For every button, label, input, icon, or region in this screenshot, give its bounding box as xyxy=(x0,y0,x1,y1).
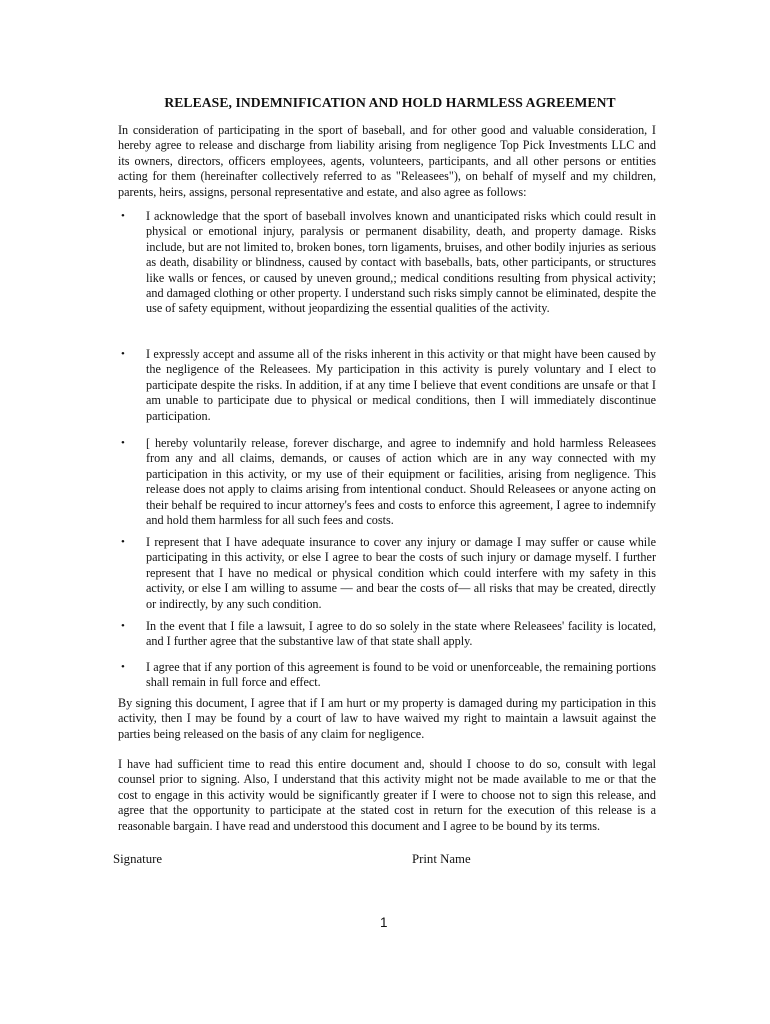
list-item xyxy=(121,619,656,650)
page-number: 1 xyxy=(380,915,388,930)
list-item-text: I agree that if any portion of this agreement is found to be void or unenforceable, the remaining portions shall remain in full force and effect. xyxy=(146,660,656,690)
list-item xyxy=(121,436,656,528)
closing-paragraph: I have had sufficient time to read this entire document and, should I choose to do so, consult with legal counsel prior to signing. Also, I understand that this activity might not be made available to me or that the cost to engage in this activity would be significantly greater if I were to choose not to sign this release, and agree that the opportunity to participate at the stated cost in return for the execution of this release is a reasonable bargain. I have read and understood this document and I agree to be bound by its terms. xyxy=(118,757,656,833)
list-item xyxy=(121,535,656,612)
list-item xyxy=(121,209,656,317)
bullet-icon: • xyxy=(121,437,125,449)
list-item xyxy=(121,660,656,691)
bullet-icon: • xyxy=(121,210,125,222)
list-item-text: I represent that I have adequate insurance to cover any injury or damage I may suffer or cause while participating in this activity, or else I agree to bear the costs of such injury or damage myself. I further represent that I have no medical or physical condition which could interfere with my safety in this activity, or else I am willing to assume — and bear the costs of— all risks that may be created, directly or indirectly, by any such condition. xyxy=(146,535,656,611)
print-name-label: Print Name xyxy=(412,852,471,866)
signing-paragraph: By signing this document, I agree that if I am hurt or my property is damaged during my participation in this activity, then I may be found by a court of law to have waived my right to maintain a lawsuit against the parties being released on the basis of any claim for negligence. xyxy=(118,696,656,741)
document-title: RELEASE, INDEMNIFICATION AND HOLD HARMLESS AGREEMENT xyxy=(164,95,616,110)
list-item xyxy=(121,347,656,424)
bullet-icon: • xyxy=(121,348,125,360)
list-item-text: [ hereby voluntarily release, forever discharge, and agree to indemnify and hold harmless Releasees from any and all claims, demands, or causes of action which are in any way connected with my participation in this activity, or my use of their equipment or facilities, arising from negligence. This release does not apply to claims arising from intentional conduct. Should Releasees or anyone acting on their behalf be required to incur attorney's fees and costs to enforce this agreement, I agree to indemnify and hold them harmless for all such fees and costs. xyxy=(146,436,656,528)
signature-label: Signature xyxy=(113,852,163,866)
intro-paragraph: In consideration of participating in the sport of baseball, and for other good and valuable consideration, I hereby agree to release and discharge from liability arising from negligence Top Pick Investments LLC and its owners, directors, officers employees, agents, volunteers, participants, and all other persons or entities acting for them (hereinafter collectively referred to as "Releasees"), on behalf of myself and my children, parents, heirs, assigns, personal representative and estate, and also agree as follows: xyxy=(118,123,656,199)
list-item-text: I expressly accept and assume all of the risks inherent in this activity or that might have been caused by the negligence of the Releasees. My participation in this activity is purely voluntary and I elect to participate despite the risks. In addition, if at any time I believe that event conditions are unsafe or that I am unable to participate due to physical or medical conditions, then I will immediately discontinue participation. xyxy=(146,347,656,423)
list-item-text: I acknowledge that the sport of baseball involves known and unanticipated risks which could result in physical or emotional injury, paralysis or permanent disability, death, and property damage. Risks include, but are not limited to, broken bones, torn ligaments, bruises, and other bodily injuries as serious as death, disability or blindness, caused by contact with baseballs, bats, other participants, or structures like walls or fences, or caused by uneven ground,; medical conditions resulting from physical activity; and damaged clothing or other property. I understand such risks simply cannot be eliminated, despite the use of safety equipment, without jeopardizing the essential qualities of the activity. xyxy=(146,209,656,316)
list-item-text: In the event that I file a lawsuit, I agree to do so solely in the state where Releasees' facility is located, and I further agree that the substantive law of that state shall apply. xyxy=(146,619,656,649)
bullet-icon: • xyxy=(121,536,125,548)
bullet-icon: • xyxy=(121,620,125,632)
bullet-icon: • xyxy=(121,661,125,673)
